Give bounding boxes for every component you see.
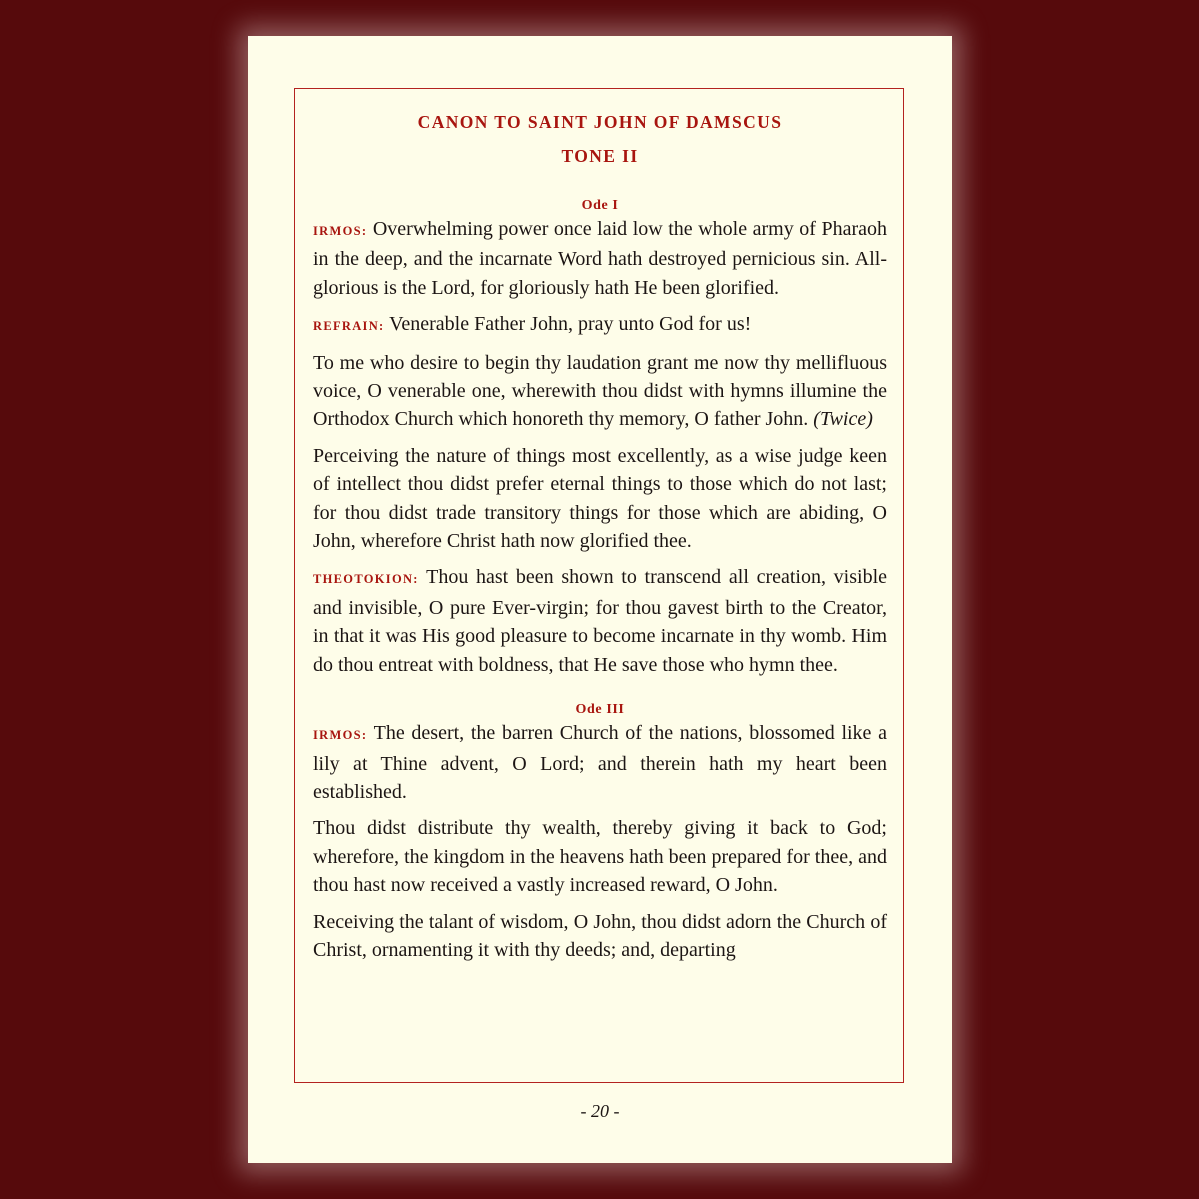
irmos-label: IRMOS: <box>313 728 368 743</box>
ode-3-heading: Ode III <box>575 702 625 718</box>
text-frame <box>294 88 904 1083</box>
ode-1-irmos <box>313 215 887 302</box>
ode-3-troparion-1 <box>313 814 887 899</box>
ode-1-theotokion <box>313 563 887 679</box>
tone-title: TONE II <box>561 146 639 166</box>
ode-1-troparion-2 <box>313 442 887 556</box>
repeat-note: (Twice) <box>813 408 873 431</box>
theotokion-text: Thou hast been shown to transcend all creation, visible and invisible, O pure Ever-virgin; for thou gavest birth to the Creator, in that it was His good pleasure to become incarnate in thy womb. Him do thou entreat with boldness, that He save those who hymn thee. <box>313 566 887 676</box>
troparion-text: Thou didst distribute thy wealth, thereby giving it back to God; wherefore, the kingdom in the heavens hath been prepared for thee, and thou hast now received a vastly increased reward, O John. <box>313 817 887 897</box>
refrain-text: Venerable Father John, pray unto God for us! <box>384 313 752 336</box>
ode-3-irmos <box>313 719 887 806</box>
ode-1-troparion-1 <box>313 349 887 434</box>
page-number: - 20 - <box>580 1101 620 1121</box>
ode-1-heading: Ode I <box>581 198 619 213</box>
irmos-label: IRMOS: <box>313 224 368 238</box>
irmos-text: The desert, the barren Church of the nations, blossomed like a lily at Thine advent, O Lord; and therein hath my heart been established. <box>313 722 887 803</box>
refrain-label: REFRAIN: <box>313 319 385 334</box>
book-page <box>248 36 952 1163</box>
troparion-text: Receiving the talant of wisdom, O John, thou didst adorn the Church of Christ, ornamenting it with thy deeds; and, departing <box>313 910 887 961</box>
irmos-text: Overwhelming power once laid low the whole army of Pharaoh in the deep, and the incarnate Word hath destroyed pernicious sin. All-glorious is the Lord, for gloriously hath He been glorified. <box>313 218 887 299</box>
troparion-text: To me who desire to begin thy laudation grant me now thy mellifluous voice, O venerable one, wherewith thou didst with hymns illumine the Orthodox Church which honoreth thy memory, O father John. <box>313 351 887 431</box>
canon-title: CANON TO SAINT JOHN OF DAMSCUS <box>417 112 783 132</box>
ode-3-troparion-2 <box>313 908 887 965</box>
page-content <box>313 105 887 972</box>
troparion-text: Perceiving the nature of things most excellently, as a wise judge keen of intellect thou didst prefer eternal things to those which do not last; for thou didst trade transitory things for those which are abiding, O John, wherefore Christ hath now glorified thee. <box>313 444 887 553</box>
ode-1-refrain <box>313 310 887 340</box>
theotokion-label: THEOTOKION: <box>313 572 419 587</box>
